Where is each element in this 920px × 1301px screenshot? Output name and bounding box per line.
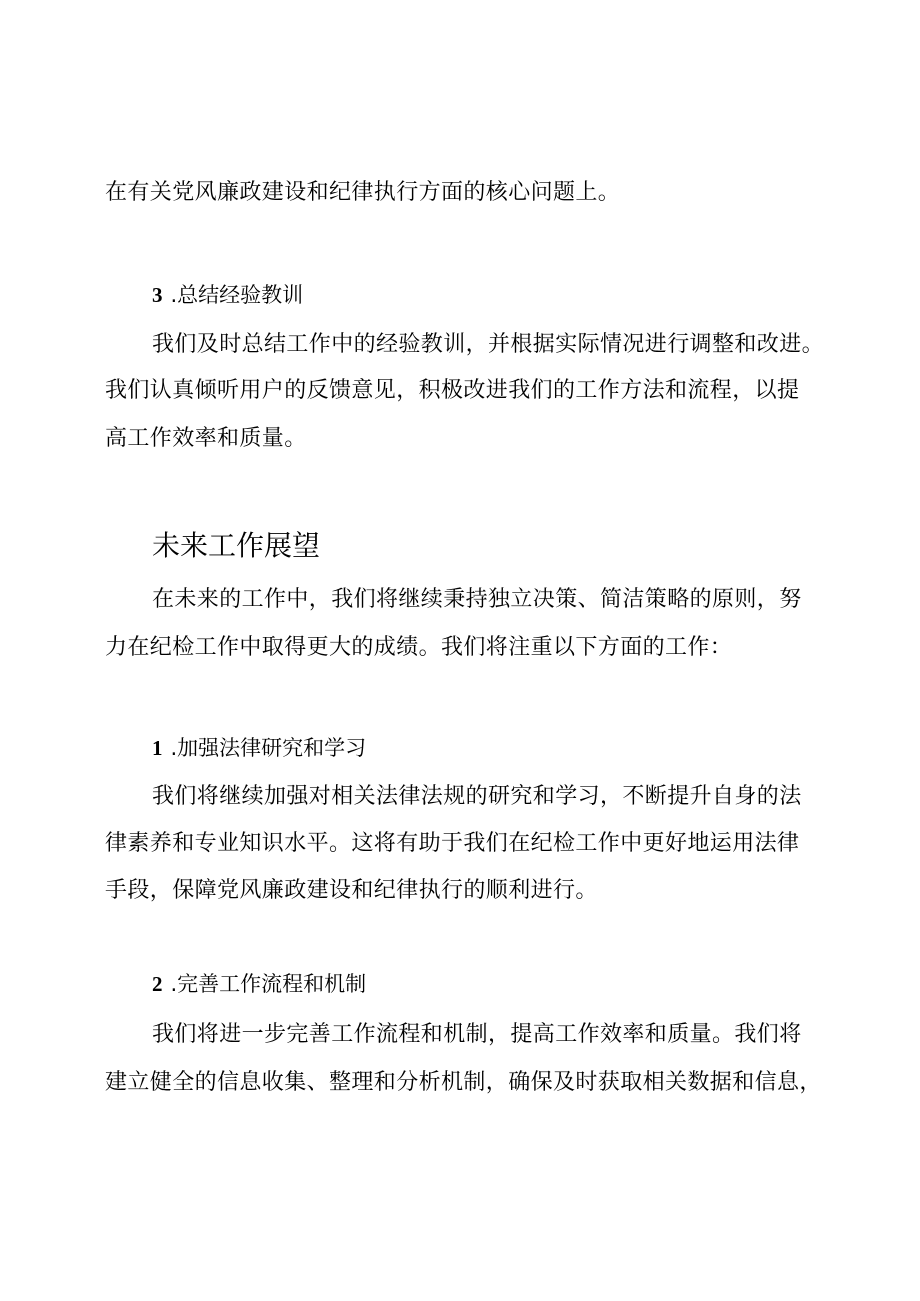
paragraph-line: 我们及时总结工作中的经验教训，并根据实际情况进行调整和改进。 [152,332,825,357]
heading-number: 3 [152,283,163,307]
heading-improve-process [152,969,366,999]
paragraph-line: 力在纪检工作中取得更大的成绩。我们将注重以下方面的工作： [105,635,733,660]
paragraph-line: 我们认真倾听用户的反馈意见，积极改进我们的工作方法和流程，以提 [105,378,800,403]
heading-number: 1 [152,736,163,760]
paragraph-line: 手段，保障党风廉政建设和纪律执行的顺利进行。 [105,878,598,903]
heading-legal-study [152,733,366,763]
paragraph-line: 在有关党风廉政建设和纪律执行方面的核心问题上。 [105,180,621,205]
heading-text: .总结经验教训 [170,283,304,307]
heading-summary-lessons [152,280,303,310]
heading-text: .完善工作流程和机制 [170,972,367,996]
paragraph-line: 我们将继续加强对相关法律法规的研究和学习，不断提升自身的法 [152,784,802,809]
paragraph-line: 高工作效率和质量。 [105,426,307,451]
heading-number: 2 [152,972,163,996]
heading-text: .加强法律研究和学习 [170,736,367,760]
paragraph-line: 我们将进一步完善工作流程和机制，提高工作效率和质量。我们将 [152,1022,802,1047]
paragraph-line: 在未来的工作中，我们将继续秉持独立决策、简洁策略的原则，努 [152,587,802,612]
paragraph-line: 建立健全的信息收集、整理和分析机制，确保及时获取相关数据和信息， [105,1070,822,1095]
paragraph-line: 律素养和专业知识水平。这将有助于我们在纪检工作中更好地运用法律 [105,831,800,856]
section-title-outlook: 未来工作展望 [152,529,321,562]
